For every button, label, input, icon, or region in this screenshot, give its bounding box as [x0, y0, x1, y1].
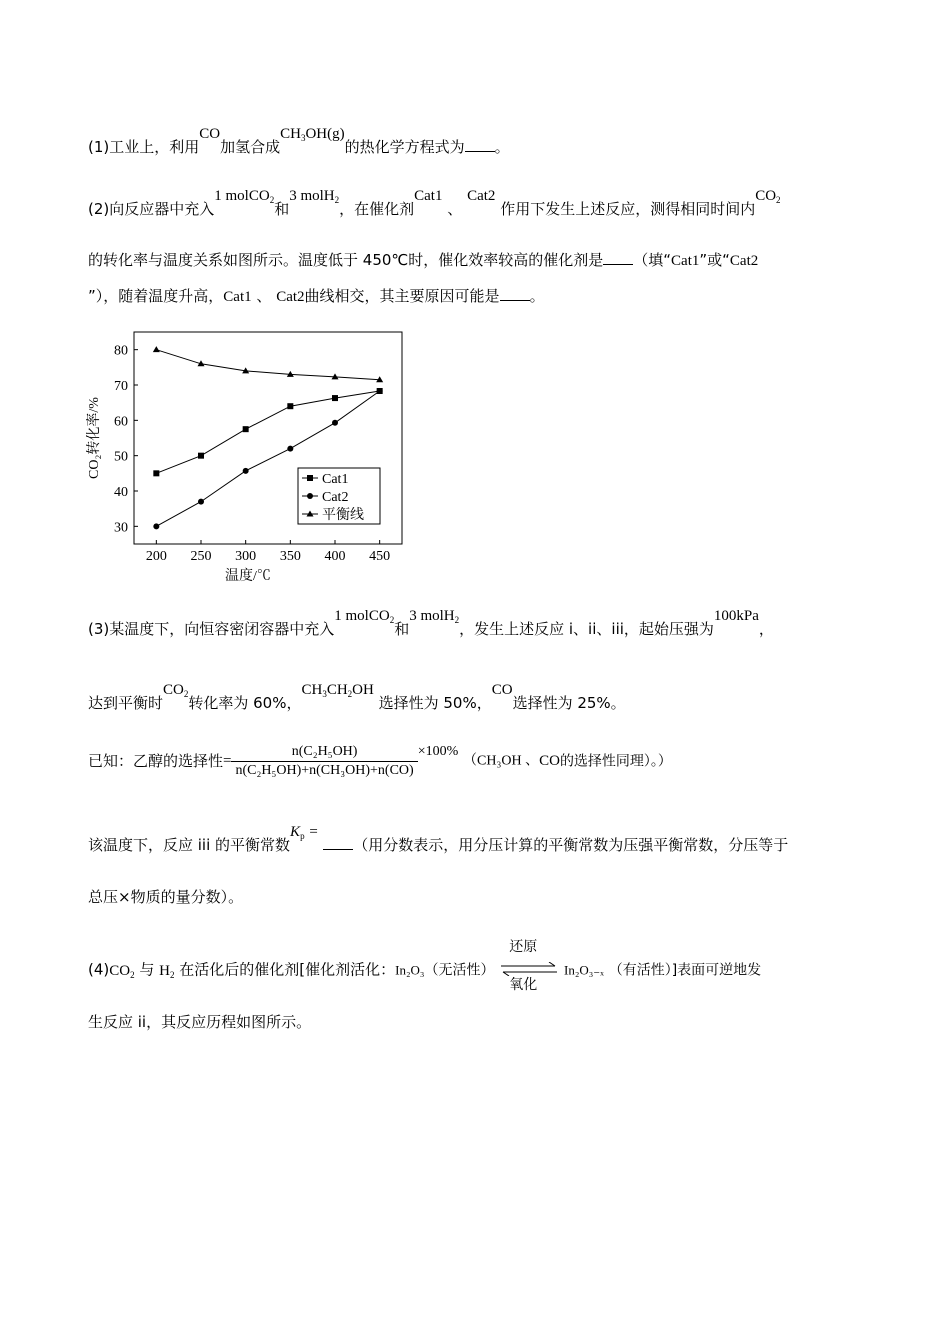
data-point: [332, 420, 338, 426]
data-point: [198, 499, 204, 505]
x-axis-label: 温度/℃: [225, 569, 271, 584]
kp-symbol: $K_p$ =: [290, 824, 319, 841]
y-tick-label: 80: [114, 343, 128, 359]
legend-marker: [307, 493, 313, 499]
question-1: (1)工业上，利用CO加氢合成$CH_3OH(g)$的热化学方程式为 。: [88, 126, 510, 156]
answer-blank[interactable]: [603, 263, 633, 265]
co2-amount: 1 molCO$_2$: [214, 188, 275, 205]
h2-amount: 3 molH$_2$: [289, 188, 340, 205]
question-2-line-3: ”），随着温度升高，Cat1 、 Cat2曲线相交，其主要原因可能是 。: [88, 287, 545, 305]
question-2-line-2: 的转化率与温度关系如图所示。温度低于 450℃时，催化效率较高的催化剂是 （填“Cat1”或“Cat2: [88, 251, 759, 269]
y-tick-label: 60: [114, 414, 128, 430]
reversible-arrow: 还原 氧化: [499, 950, 559, 990]
y-tick-label: 70: [114, 379, 128, 394]
selectivity-fraction: $\frac{\text{n(C₂H₅OH)}}{\text{n(C₂H₅OH)+n(CH₃OH)+n(CO)}}$: [231, 745, 417, 778]
co2-formula: $CO_2$: [755, 188, 781, 205]
legend-entry: 平衡线: [322, 508, 364, 523]
x-tick-label: 450: [369, 549, 391, 564]
q1-suffix: 的热化学方程式为: [344, 138, 465, 156]
co-formula: CO: [199, 126, 221, 142]
series-line-0: [156, 391, 379, 473]
methanol-formula: $CH_3OH(g)$: [280, 126, 345, 143]
co2-amount: 1 molCO$_2$: [334, 608, 395, 625]
kp-question: 该温度下，反应 iii 的平衡常数$K_p$ = （用分数表示，用分压计算的平衡常数为压强平衡常数，分压等于: [88, 824, 789, 854]
legend-entry: Cat2: [322, 490, 349, 505]
y-tick-label: 40: [114, 485, 128, 500]
series-line-2: [156, 350, 379, 380]
h2-amount: 3 molH$_2$: [409, 608, 460, 625]
data-point: [332, 395, 338, 401]
question-4-line-2: 生反应 ii，其反应历程如图所示。: [88, 1013, 312, 1031]
x-tick-label: 250: [190, 549, 212, 564]
legend-marker: [307, 475, 313, 481]
x-tick-label: 350: [279, 549, 301, 564]
x-tick-label: 200: [145, 549, 167, 564]
initial-pressure: 100kPa: [713, 608, 759, 624]
h2-formula: $H_2$: [159, 962, 175, 980]
answer-blank[interactable]: [465, 150, 495, 152]
cat2-label: Cat2: [467, 188, 496, 204]
co2-formula: $CO_2$: [163, 682, 189, 699]
data-point: [243, 468, 249, 474]
q1-mid: 加氢合成: [220, 138, 281, 156]
kp-question-line-2: 总压×物质的量分数）。: [88, 888, 244, 906]
x-tick-label: 400: [324, 549, 346, 564]
x-tick-label: 300: [235, 549, 257, 564]
question-3-line-2: 达到平衡时$CO_2$转化率为 60%，$CH_3CH_2OH$ 选择性为 50%，CO选择性为 25%。: [88, 682, 626, 712]
data-point: [153, 523, 159, 529]
data-point: [198, 453, 204, 459]
cat1-label: Cat1: [414, 188, 443, 204]
selectivity-definition: 已知：乙醇的选择性= $\frac{\text{n(C₂H₅OH)}}{\text{n(C₂H₅OH)+n(CH₃OH)+n(CO)}}$ ×100% （CH₃OH 、CO的选择性同理）。）: [88, 744, 672, 778]
answer-blank[interactable]: [323, 848, 353, 850]
y-tick-label: 30: [114, 520, 128, 536]
co2-conversion-chart: [86, 324, 406, 586]
data-point: [243, 426, 249, 432]
co2-formula: $CO_2$: [109, 962, 135, 980]
data-point: [287, 446, 293, 452]
legend-entry: Cat1: [322, 472, 349, 487]
answer-blank[interactable]: [500, 299, 530, 301]
data-point: [287, 403, 293, 409]
ethanol-formula: $CH_3CH_2OH$: [301, 682, 374, 699]
y-tick-label: 50: [114, 449, 128, 465]
question-3-line-1: (3)某温度下，向恒容密闭容器中充入1 molCO$_2$和3 molH$_2$，发生上述反应 i、ii、iii，起始压强为100kPa，: [88, 608, 774, 638]
data-point: [377, 388, 383, 394]
question-4-line-1: $(4)CO_2$ 与 $H_2$ 在活化后的催化剂[催化剂活化：In₂O₃（无活性） 还原 氧化 In₂O₃₋ₓ （有活性）]表面可逆地发: [88, 939, 762, 993]
q1-prefix: (1)工业上，利用: [88, 138, 200, 156]
y-axis-label: CO₂转化率/%: [87, 397, 102, 479]
data-point: [153, 346, 160, 352]
data-point: [153, 470, 159, 476]
question-2-line-1: (2)向反应器中充入1 molCO$_2$和3 molH$_2$，在催化剂Cat1 、 Cat2 作用下发生上述反应，测得相同时间内$CO_2$: [88, 188, 781, 218]
